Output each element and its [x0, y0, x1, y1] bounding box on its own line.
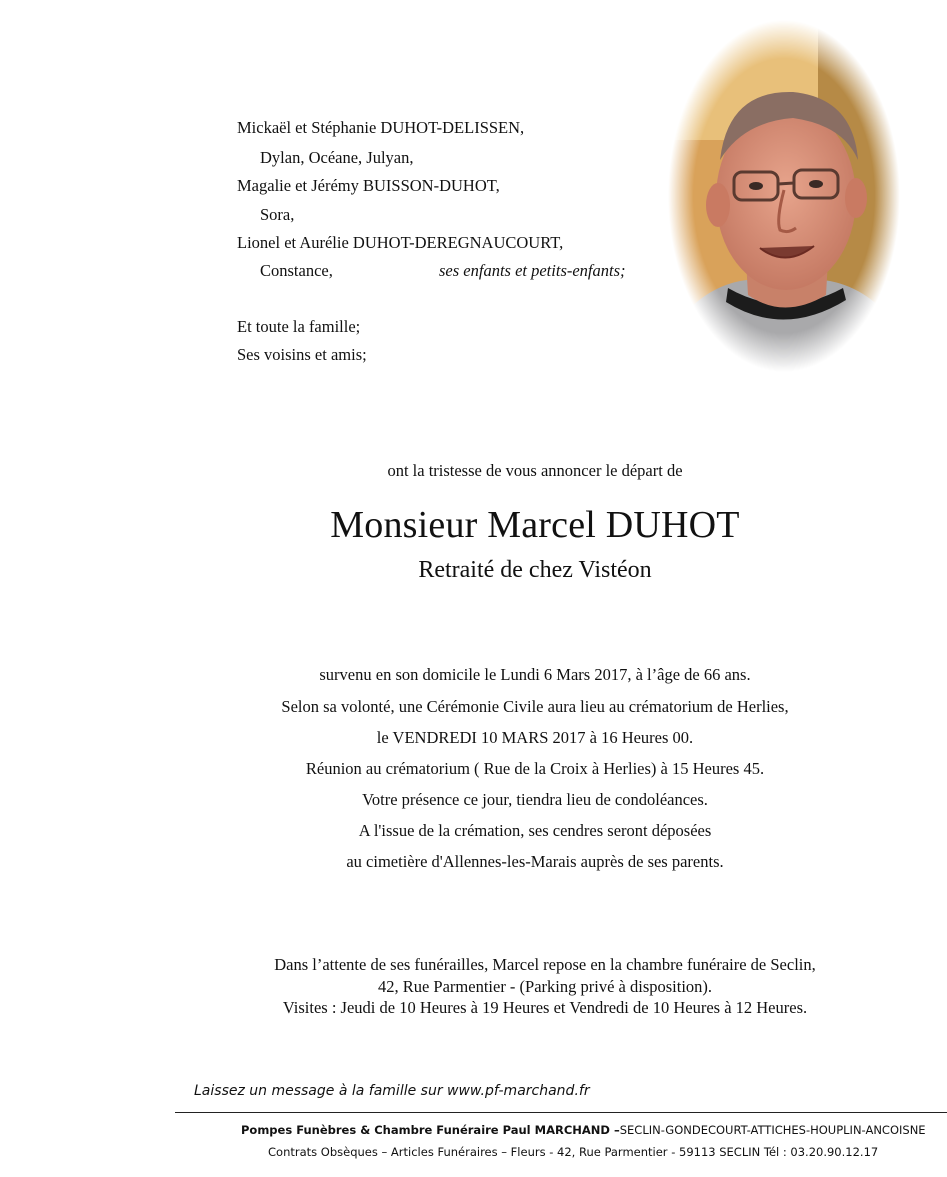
visitation-line: Visites : Jeudi de 10 Heures à 19 Heures et Vendredi de 10 Heures à 12 Heures.: [282, 998, 808, 1017]
detail-line: le VENDREDI 10 MARS 2017 à 16 Heures 00.: [376, 728, 694, 747]
family-line: Et toute la famille;: [237, 317, 361, 336]
detail-line: survenu en son domicile le Lundi 6 Mars 2017, à l’âge de 66 ans.: [319, 665, 751, 684]
detail-line: Votre présence ce jour, tiendra lieu de condoléances.: [362, 790, 708, 809]
visitation-line: 42, Rue Parmentier - (Parking privé à disposition).: [377, 977, 713, 996]
family-line: Mickaël et Stéphanie DUHOT-DELISSEN,: [237, 118, 525, 137]
detail-line: Réunion au crématorium ( Rue de la Croix à Herlies) à 15 Heures 45.: [305, 759, 765, 778]
family-line: Magalie et Jérémy BUISSON-DUHOT,: [237, 176, 500, 195]
family-line: Sora,: [260, 205, 295, 224]
company-locations: SECLIN-GONDECOURT-ATTICHES-HOUPLIN-ANCOISNE: [619, 1123, 926, 1137]
family-line: Lionel et Aurélie DUHOT-DEREGNAUCOURT,: [237, 233, 564, 252]
family-line: Dylan, Océane, Julyan,: [260, 148, 414, 167]
footer-company: [241, 1123, 926, 1137]
family-relationship: ses enfants et petits-enfants;: [439, 261, 626, 280]
detail-line: Selon sa volonté, une Cérémonie Civile aura lieu au crématorium de Herlies,: [281, 697, 789, 716]
family-line: Constance,: [260, 261, 333, 280]
deceased-occupation: Retraité de chez Vistéon: [418, 557, 652, 583]
announcement-intro: ont la tristesse de vous annoncer le départ de: [387, 461, 683, 480]
footer-divider: [175, 1112, 947, 1113]
detail-line: A l'issue de la crémation, ses cendres seront déposées: [358, 821, 712, 840]
company-name: Pompes Funèbres & Chambre Funéraire Paul MARCHAND –: [241, 1123, 620, 1137]
footer-contact: Contrats Obsèques – Articles Funéraires – Fleurs - 42, Rue Parmentier - 59113 SECLIN Tél : 03.20.90.12.17: [268, 1145, 879, 1159]
detail-line: au cimetière d'Allennes-les-Marais auprès de ses parents.: [346, 852, 724, 871]
condolence-message-link[interactable]: Laissez un message à la famille sur www.pf-marchand.fr: [194, 1083, 590, 1099]
deceased-name: Monsieur Marcel DUHOT: [330, 504, 740, 546]
family-line: Ses voisins et amis;: [237, 345, 367, 364]
visitation-line: Dans l’attente de ses funérailles, Marcel repose en la chambre funéraire de Seclin,: [274, 955, 816, 974]
portrait-photo: [668, 20, 900, 372]
